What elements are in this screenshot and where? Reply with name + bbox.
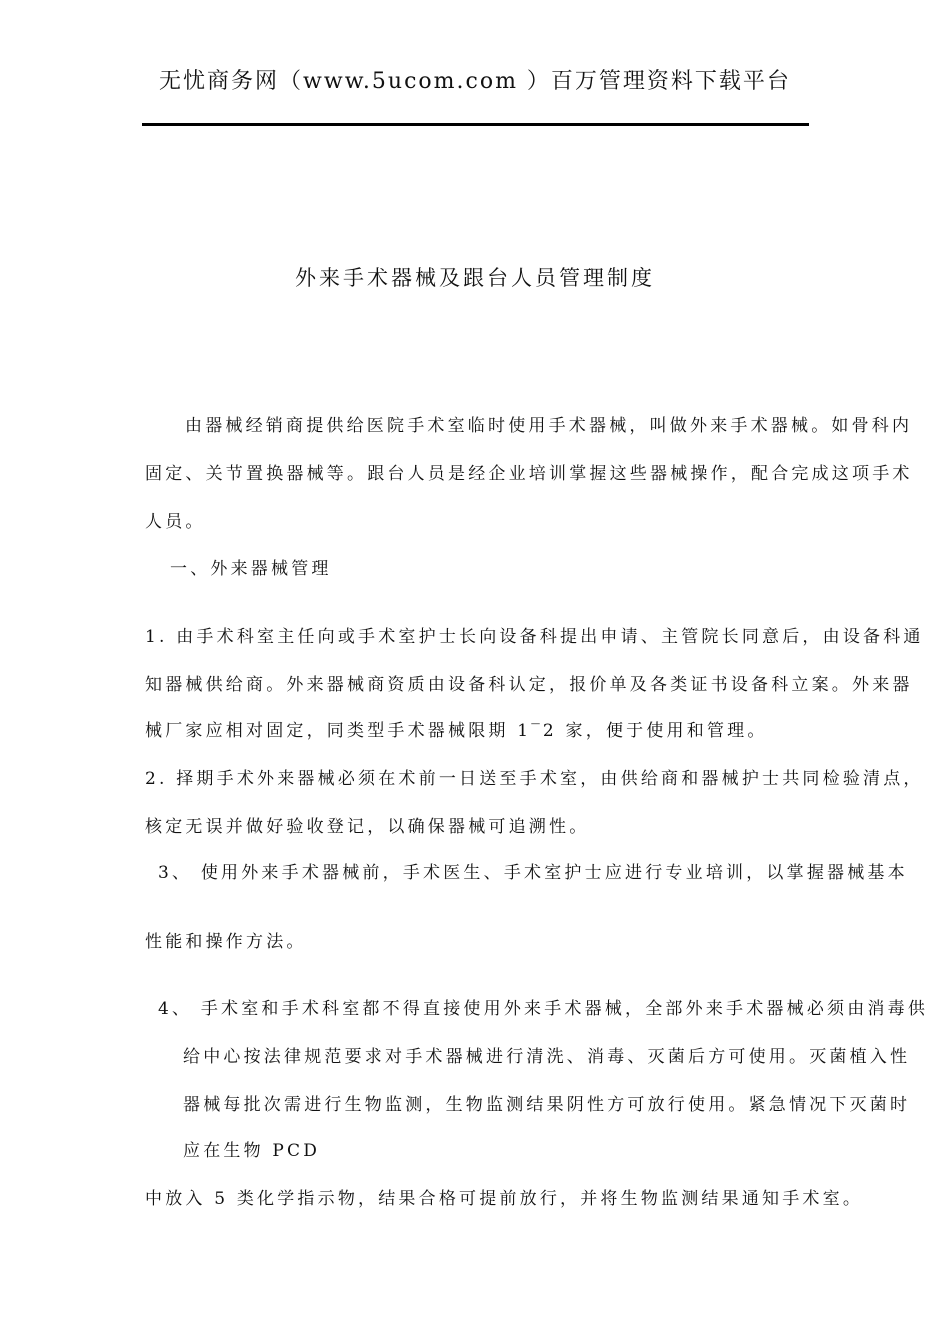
item3-line-2: 性能和操作方法。 xyxy=(145,932,307,952)
item4-line-2: 给中心按法律规范要求对手术器械进行清洗、消毒、灭菌后方可使用。灭菌植入性 xyxy=(183,1047,911,1067)
item3-line-1: 3、 使用外来手术器械前，手术医生、手术室护士应进行专业培训，以掌握器械基本 xyxy=(158,863,908,883)
header-divider xyxy=(142,123,809,126)
item4-line-4: 应在生物 PCD xyxy=(183,1141,321,1161)
item1-line-1: 1. 由手术科室主任向或手术室护士长向设备科提出申请、主管院长同意后，由设备科通 xyxy=(145,627,924,647)
document-title: 外来手术器械及跟台人员管理制度 xyxy=(295,266,655,290)
item4-line-3: 器械每批次需进行生物监测，生物监测结果阴性方可放行使用。紧急情况下灭菌时 xyxy=(183,1095,911,1115)
item1-line-2: 知器械供给商。外来器械商资质由设备科认定，报价单及各类证书设备科立案。外来器 xyxy=(145,675,913,695)
page-header: 无忧商务网（www.5ucom.com ）百万管理资料下载平台 xyxy=(159,69,791,94)
intro-line-2: 固定、关节置换器械等。跟台人员是经企业培训掌握这些器械操作，配合完成这项手术 xyxy=(145,464,913,484)
item4-line-5: 中放入 5 类化学指示物，结果合格可提前放行，并将生物监测结果通知手术室。 xyxy=(145,1189,864,1209)
item2-line-2: 核定无误并做好验收登记，以确保器械可追溯性。 xyxy=(145,817,590,837)
section-heading: 一、外来器械管理 xyxy=(170,559,332,579)
item2-line-1: 2. 择期手术外来器械必须在术前一日送至手术室，由供给商和器械护士共同检验清点， xyxy=(145,769,924,789)
item4-line-1: 4、 手术室和手术科室都不得直接使用外来手术器械，全部外来手术器械必须由消毒供 xyxy=(158,999,929,1019)
intro-line-1: 由器械经销商提供给医院手术室临时使用手术器械，叫做外来手术器械。如骨科内 xyxy=(185,416,913,436)
intro-line-3: 人员。 xyxy=(145,512,206,532)
item1-line-3: 械厂家应相对固定，同类型手术器械限期 1‾2 家，便于使用和管理。 xyxy=(145,721,768,741)
